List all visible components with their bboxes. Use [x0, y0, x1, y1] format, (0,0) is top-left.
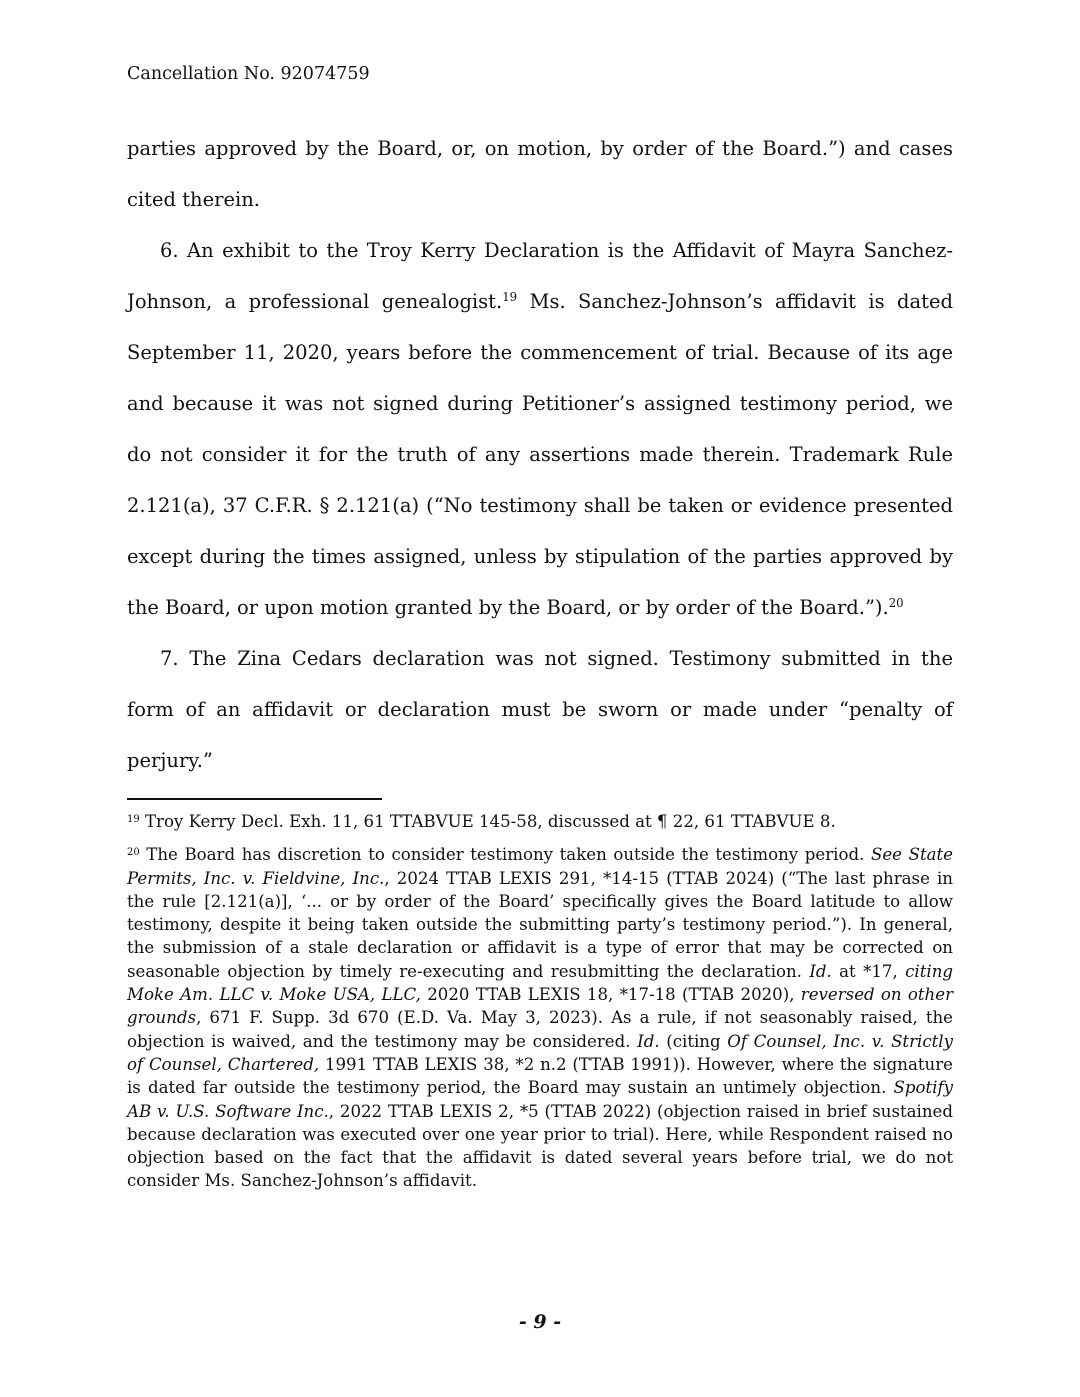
paragraph-7: 7. The Zina Cedars declaration was not signed. Testimony submitted in the form of an affidavit or declaration must be sworn or made under “penalty of perjury.” — [127, 647, 953, 772]
footnote-20-text: , 671 F. Supp. 3d 670 (E.D. Va. May 3, 2023). As a rule, if not seasonably raised, the objection is waived, and the testimony may be considered. — [127, 1008, 953, 1051]
footnote-20-text: , 2022 TTAB LEXIS 2, *5 (TTAB 2022) (objection raised in brief sustained because declaration was executed over one year prior to trial). Here, while Respondent raised no objection based on the fact that the affidavit is dated several years before trial, we do not consider Ms. Sanchez-Johnson’s affidavit. — [127, 1101, 953, 1191]
footnote-20-text: 1991 TTAB LEXIS 38, *2 n.2 (TTAB 1991)). However, where the signature is dated far outside the testimony period, the Board may sustain an untimely objection. — [127, 1054, 953, 1098]
footnote-20-mark: 20 — [127, 847, 140, 859]
footnote-20-citation: See State Permits, Inc. v. Fieldvine, Inc. — [127, 845, 953, 888]
footnote-20-text: , 2024 TTAB LEXIS 291, *14-15 (TTAB 2024) (“The last phrase in the rule [2.121(a)], ‘... or by order of the Board’ specifically gives the Board latitude to allow testimony, despite it being taken outside the submitting party’s testimony period.”). In general, the submission of a stale declaration or affidavit is a type of error that may be corrected on seasonable objection by timely re-executing and resubmitting the declaration. — [127, 868, 953, 981]
footnote-20-text: 2020 TTAB LEXIS 18, *17-18 (TTAB 2020), — [420, 985, 801, 1005]
page-number: - 9 - — [518, 1311, 562, 1333]
footnote-ref-19[interactable]: 19 — [502, 289, 518, 304]
footnote-20-citation: Id. — [637, 1031, 660, 1051]
footnote-20-text: at *17, — [831, 961, 906, 981]
paragraph-continuation: parties approved by the Board, or, on motion, by order of the Board.”) and cases cited therein. — [127, 137, 953, 211]
footnotes — [127, 810, 953, 1193]
footnote-20-text: (citing — [659, 1031, 728, 1051]
footnote-20-citation: Of Counsel, Inc. v. Strictly of Counsel, Chartered, — [127, 1031, 953, 1074]
case-number-header: Cancellation No. 92074759 — [127, 64, 370, 84]
footnote-20-text: The Board has discretion to consider testimony taken outside the testimony period. — [139, 845, 871, 865]
footnote-ref-20[interactable]: 20 — [888, 595, 904, 610]
footnote-20-citation: Spotify AB v. U.S. Software Inc. — [127, 1078, 953, 1121]
body-text — [127, 123, 953, 786]
footnote-19-mark: 19 — [127, 814, 140, 826]
footnote-divider — [127, 798, 382, 800]
footnote-20 — [127, 843, 953, 1192]
paragraph-6 — [127, 225, 953, 633]
footnote-20-citation: citing Moke Am. LLC v. Moke USA, LLC, — [127, 961, 954, 1005]
paragraph-6-text-b: Ms. Sanchez-Johnson’s affidavit is dated September 11, 2020, years before the commencement of trial. Because of its age and because it was not signed during Petitioner’s assigned testimony period, we do not consider it for the truth of any assertions made therein. Trademark Rule 2.121(a), 37 C.F.R. § 2.121(a) (“No testimony shall be taken or evidence presented except during the times assigned, unless by stipulation of the parties approved by the Board, or upon motion granted by the Board, or by order of the Board.”). — [127, 290, 953, 619]
footnote-19-text: Troy Kerry Decl. Exh. 11, 61 TTABVUE 145-58, discussed at ¶ 22, 61 TTABVUE 8. — [139, 812, 836, 831]
paragraph-6-text-a: 6. An exhibit to the Troy Kerry Declaration is the Affidavit of Mayra Sanchez-Johnson, a professional genealogist. — [127, 239, 953, 313]
footnote-20-citation: Id. — [809, 961, 832, 981]
footnote-20-citation: reversed on other grounds — [127, 985, 953, 1028]
footnote-19 — [127, 810, 953, 833]
